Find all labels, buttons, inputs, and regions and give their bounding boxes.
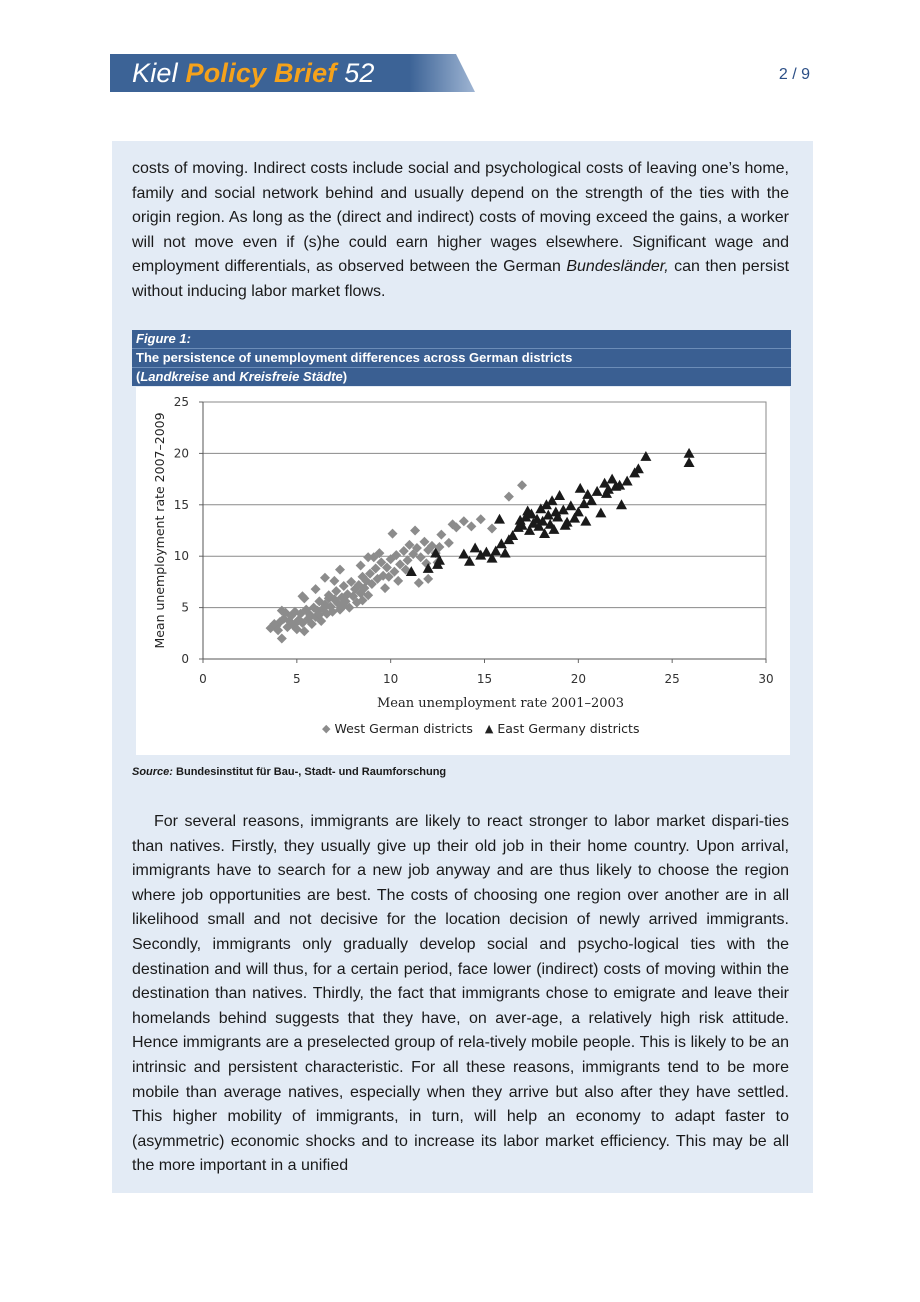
y-tick-label-25: 25	[173, 395, 189, 409]
east-point-57	[684, 457, 695, 467]
source-text: Bundesinstitut für Bau-, Stadt- und Raumforschung	[176, 766, 447, 778]
brand-word-brief: Brief	[273, 58, 337, 88]
brand-title	[132, 57, 375, 89]
east-point-35	[554, 490, 565, 500]
figure-subtitle-close: )	[342, 369, 348, 384]
legend-west-label: West German districts	[334, 721, 473, 736]
figure-subtitle-and: and	[212, 369, 236, 384]
west-point-78	[487, 523, 497, 533]
east-point-52	[616, 499, 627, 509]
y-tick-label-10: 10	[173, 549, 189, 564]
figure-title: The persistence of unemployment differences across German districts	[132, 349, 791, 368]
y-tick-label-15: 15	[173, 497, 189, 512]
figure-subtitle-open: (	[136, 369, 141, 384]
x-tick-label-0: 0	[199, 672, 207, 686]
east-point-62	[494, 514, 505, 524]
figure-subtitle-kreisfreie: Kreisfreie Städte	[239, 369, 343, 384]
west-point-79	[388, 529, 398, 539]
west-point-72	[436, 530, 446, 540]
chart-legend	[322, 720, 639, 736]
figure-label: Figure 1:	[136, 331, 191, 346]
y-tick-label-20: 20	[173, 446, 189, 461]
west-point-76	[466, 521, 476, 531]
x-tick-label-5: 5	[293, 672, 301, 686]
paragraph-1-italic: Bundesländer,	[566, 258, 669, 276]
west-point-97	[504, 492, 514, 502]
west-point-82	[356, 560, 366, 570]
scatter-plot-svg	[136, 387, 790, 717]
brand-banner	[110, 54, 475, 92]
west-point-16	[299, 626, 309, 636]
east-point-41	[575, 483, 586, 493]
east-series-layer	[406, 448, 695, 576]
east-point-58	[684, 448, 695, 458]
x-axis-title: Mean unemployment rate 2001–2003	[376, 696, 625, 711]
east-point-56	[640, 451, 651, 461]
brand-word-policy: Policy	[185, 58, 267, 88]
east-point-7	[470, 542, 481, 552]
figure-header	[132, 330, 791, 386]
figure-subtitle-landkreise: Landkreise	[140, 369, 209, 384]
x-tick-label-30: 30	[758, 672, 774, 686]
east-point-5	[458, 549, 469, 559]
figure-subtitle	[132, 368, 791, 386]
scatter-chart	[136, 387, 790, 755]
west-point-85	[320, 573, 330, 583]
x-tick-label-15: 15	[476, 672, 493, 686]
west-point-75	[459, 516, 469, 526]
x-tick-label-10: 10	[383, 672, 399, 686]
x-tick-label-20: 20	[570, 672, 586, 686]
brand-issue-number: 52	[344, 58, 375, 88]
body-paragraph-2: For several reasons, immigrants are likely to react stronger to labor market dispari-ties than natives. Firstly, they usually give up their old job in their home country. Upon arrival, immigrants have to search for a new job anyway and are thus likely to choose the region where job opportunities are best. The costs of choosing one region over another are in all likelihood small and not decisive for the location decision of newly arrived immigrants. Secondly, immigrants only gradually develop social and psycho-logical ties with the destination and will thus, for a certain period, face lower (indirect) costs of moving within the destination than natives. Thirdly, the fact that immigrants chose to emigrate and leave their homelands behind suggests that they have, on aver-age, a relatively high risk attitude. Hence immigrants are a preselected group of rela-tively mobile people. This is likely to be an intrinsic and persistent characteristic. For all these reasons, immigrants tend to be more mobile than average natives, especially when they arrive but also after they have settled. This higher mobility of immigrants, in turn, will help an economy to adapt faster to (asymmetric) economic shocks and to increase its labor market efficiency. This may be all the more important in a unified	[132, 813, 789, 1175]
west-point-73	[444, 538, 454, 548]
brand-word-kiel: Kiel	[132, 58, 178, 88]
west-point-104	[329, 576, 339, 586]
west-point-91	[380, 583, 390, 593]
y-axis-title: Mean unemployment rate 2007–2009	[152, 412, 167, 649]
east-point-47	[595, 508, 606, 518]
east-point-43	[580, 516, 591, 526]
paragraph-1-text-b: can then persist without inducing labor market flows.	[132, 258, 790, 300]
west-point-80	[410, 526, 420, 536]
page-indicator: 2 / 9	[778, 66, 810, 83]
west-point-77	[476, 514, 486, 524]
y-tick-label-0: 0	[181, 652, 189, 666]
east-point-9	[481, 547, 492, 557]
west-point-105	[311, 584, 321, 594]
figure-source	[132, 766, 446, 778]
legend-triangle-icon: ▲	[484, 722, 494, 735]
west-point-89	[414, 578, 424, 588]
west-point-90	[423, 574, 433, 584]
axis-layer	[174, 395, 774, 686]
west-point-98	[517, 480, 527, 490]
west-point-84	[335, 565, 345, 575]
west-point-107	[363, 552, 373, 562]
source-label: Source:	[132, 766, 173, 778]
body-paragraph-1	[132, 157, 789, 305]
legend-diamond-icon: ◆	[322, 722, 331, 735]
west-point-88	[393, 576, 403, 586]
legend-east-label: East Germany districts	[497, 721, 640, 736]
paragraph-1-text-a: costs of moving. Indirect costs include social and psychological costs of leaving one’s home, family and social network behind and usually depend on the strength of the ties with the origin region. As long as the (direct and indirect) costs of moving exceed the gains, a worker will not move even if (s)he could earn higher wages elsewhere. Significant wage and employment differentials, as observed between the German	[132, 160, 789, 276]
y-tick-label-5: 5	[181, 600, 189, 615]
east-point-13	[500, 548, 511, 558]
x-tick-label-25: 25	[664, 672, 680, 686]
